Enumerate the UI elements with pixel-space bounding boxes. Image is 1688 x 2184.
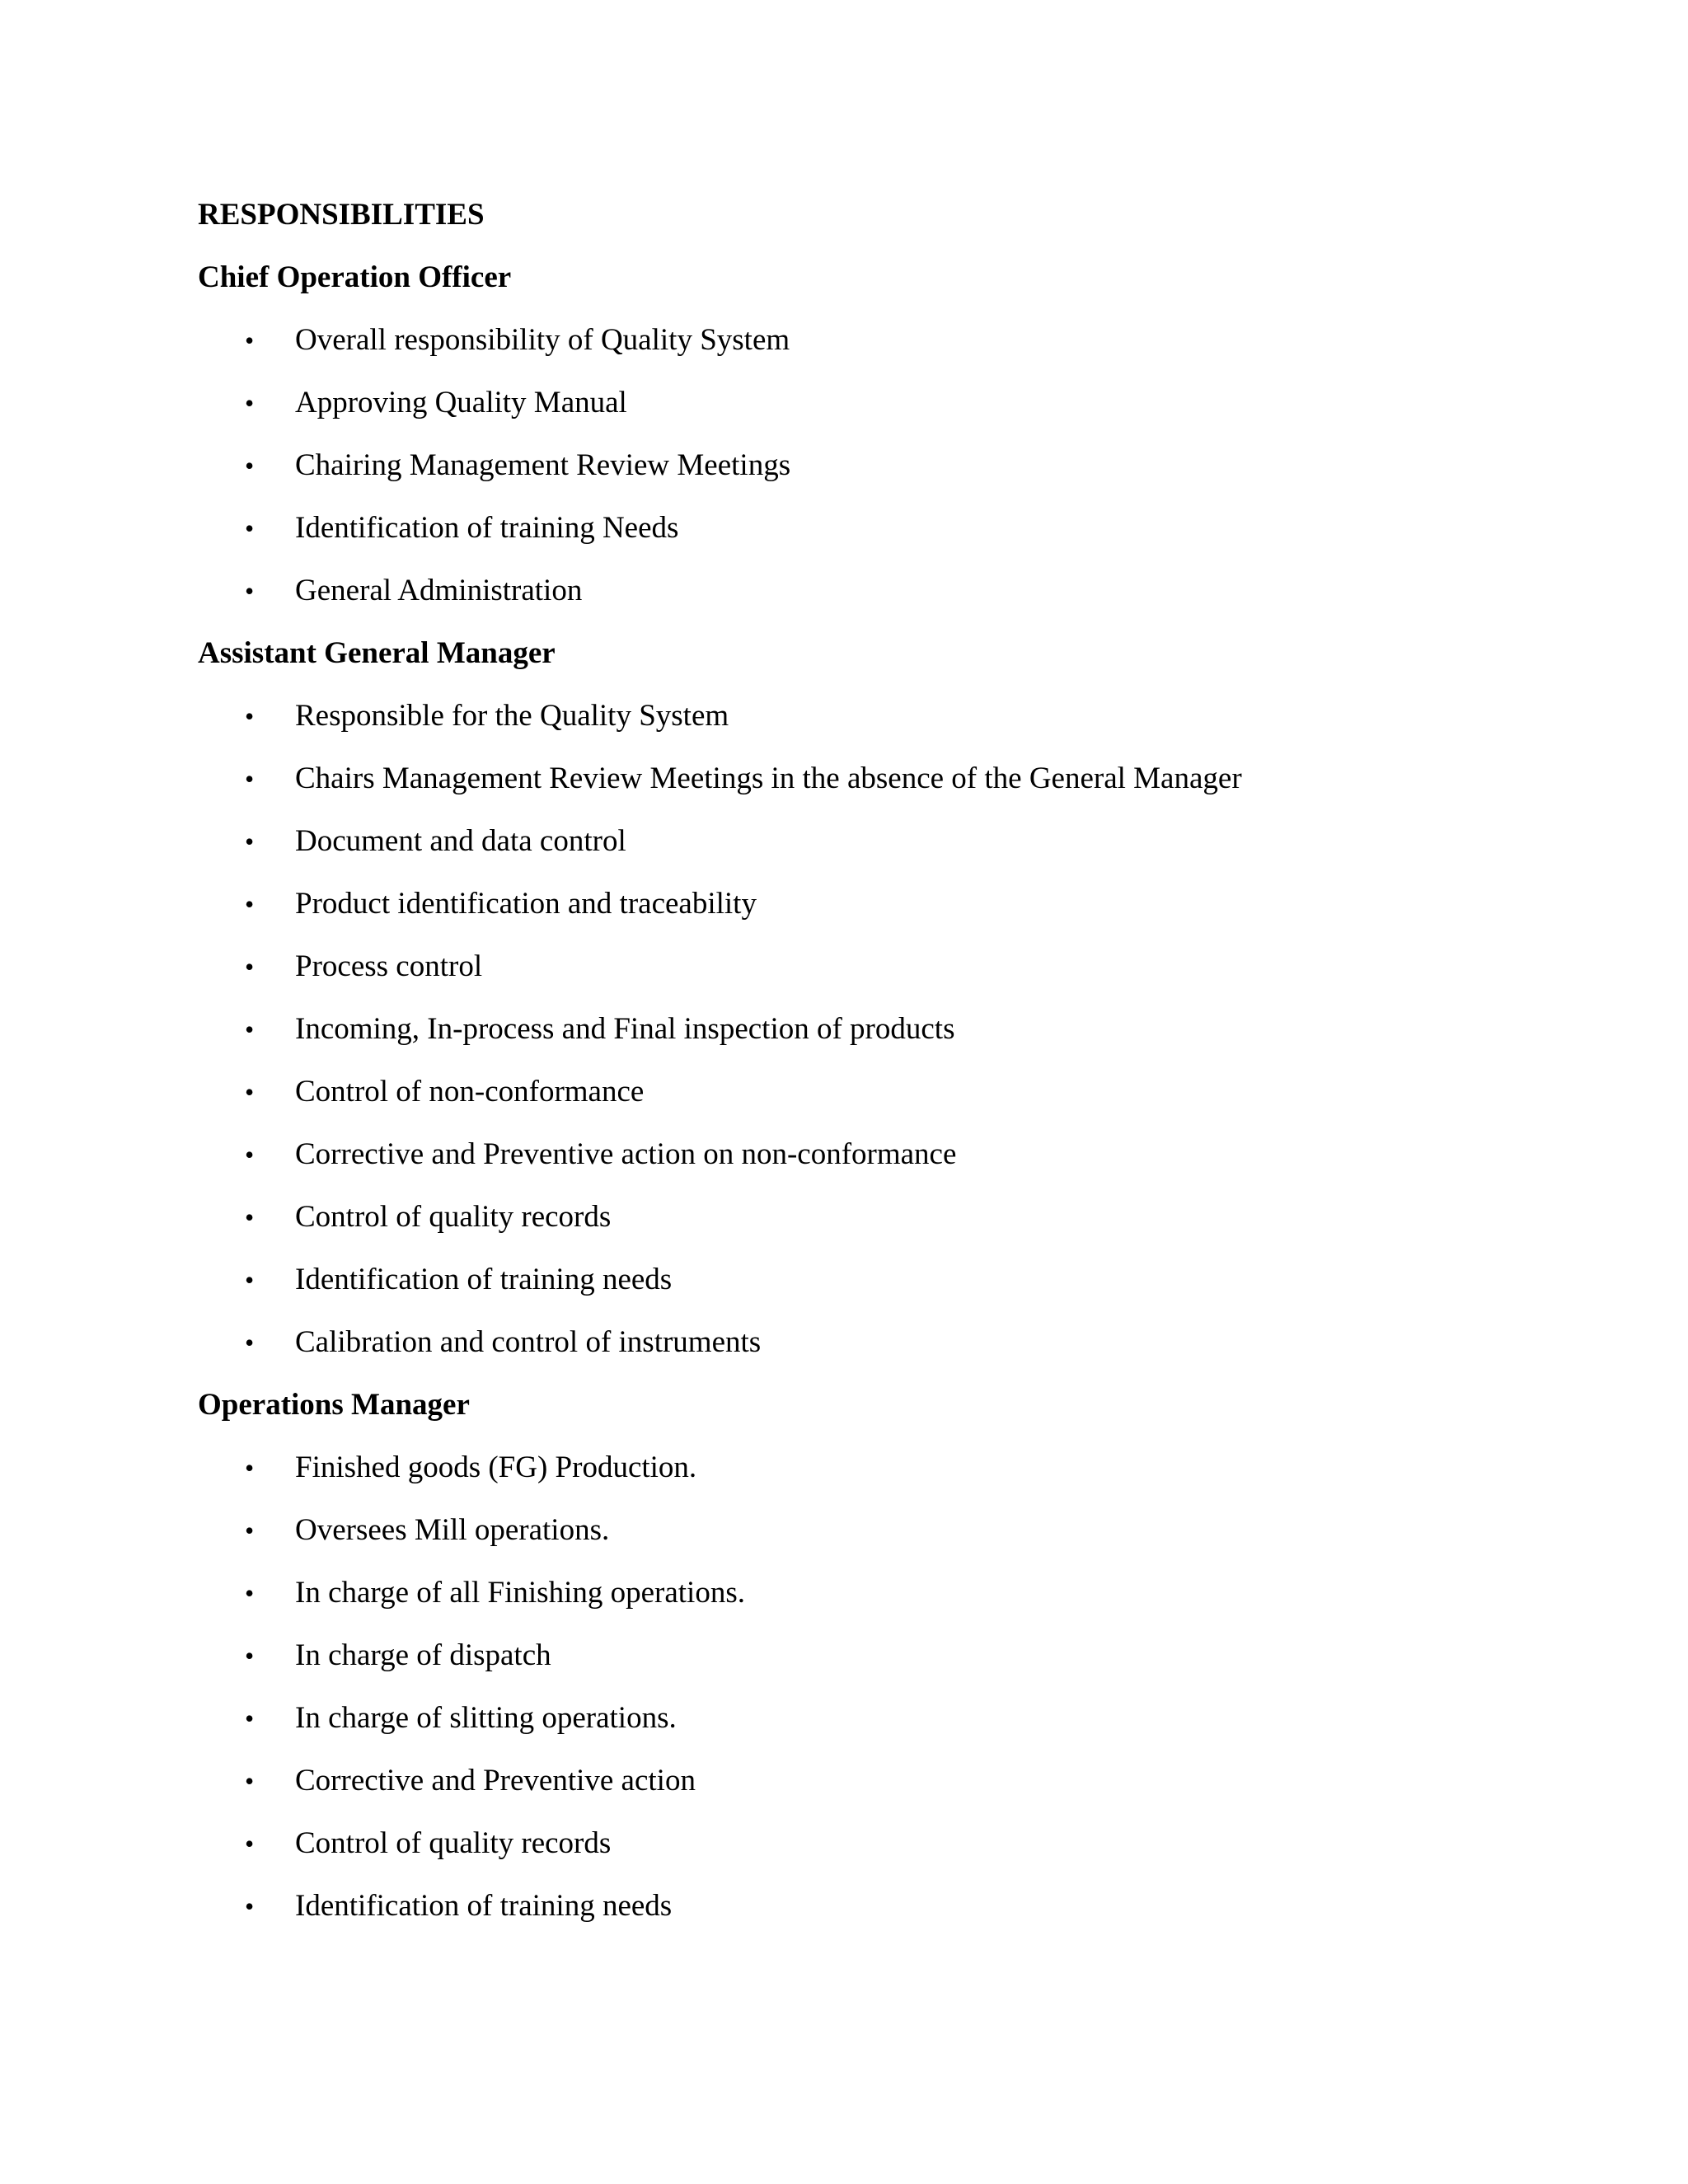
list-item	[198, 1256, 1599, 1304]
list-item	[198, 379, 1599, 427]
list-item	[198, 316, 1599, 364]
bullet-icon: •	[245, 513, 255, 543]
responsibility-list	[198, 316, 1599, 615]
list-item-text: Overall responsibility of Quality System	[295, 323, 790, 357]
bullet-icon: •	[245, 1704, 255, 1733]
list-item-text: Calibration and control of instruments	[295, 1325, 762, 1359]
bullet-icon: •	[245, 1265, 255, 1295]
list-item	[198, 1569, 1599, 1617]
list-item-text: Identification of training needs	[295, 1889, 673, 1923]
list-item-text: Corrective and Preventive action on non-conformance	[295, 1137, 957, 1171]
list-item-text: Document and data control	[295, 824, 626, 858]
list-item-text: Control of non-conformance	[295, 1075, 645, 1108]
list-item	[198, 1444, 1599, 1492]
bullet-icon: •	[245, 1641, 255, 1671]
list-item-text: In charge of dispatch	[295, 1638, 551, 1672]
list-item	[198, 692, 1599, 740]
list-item-text: Control of quality records	[295, 1826, 612, 1860]
list-item-text: Identification of training Needs	[295, 511, 679, 545]
list-item-text: In charge of all Finishing operations.	[295, 1576, 745, 1610]
bullet-icon: •	[245, 1202, 255, 1232]
list-item	[198, 567, 1599, 615]
list-item	[198, 1632, 1599, 1680]
bullet-icon: •	[245, 1077, 255, 1107]
list-item-text: Approving Quality Manual	[295, 386, 627, 419]
list-item	[198, 1193, 1599, 1241]
list-item	[198, 1882, 1599, 1930]
list-item	[198, 1694, 1599, 1742]
bullet-icon: •	[245, 1578, 255, 1608]
list-item-text: Finished goods (FG) Production.	[295, 1451, 697, 1484]
list-item-text: Process control	[295, 949, 483, 983]
bullet-icon: •	[245, 701, 255, 731]
bullet-icon: •	[245, 952, 255, 982]
bullet-icon: •	[245, 576, 255, 606]
bullet-icon: •	[245, 1516, 255, 1545]
bullet-icon: •	[245, 1015, 255, 1044]
list-item	[198, 442, 1599, 490]
list-item	[198, 1507, 1599, 1554]
list-item	[198, 755, 1599, 803]
list-item	[198, 504, 1599, 552]
section-assistant-general-manager	[198, 630, 1599, 1366]
list-item	[198, 1005, 1599, 1053]
list-item-text: Chairs Management Review Meetings in the absence of the General Manager	[295, 762, 1242, 795]
responsibility-list	[198, 692, 1599, 1366]
document-content	[198, 191, 1599, 1945]
list-item	[198, 1131, 1599, 1179]
section-operations-manager	[198, 1381, 1599, 1930]
list-item	[198, 1319, 1599, 1366]
list-item	[198, 1820, 1599, 1868]
list-item-text: Responsible for the Quality System	[295, 699, 729, 733]
page-title: RESPONSIBILITIES	[198, 198, 485, 232]
section-heading: Operations Manager	[198, 1388, 470, 1422]
list-item	[198, 1757, 1599, 1805]
list-item-text: Incoming, In-process and Final inspection of products	[295, 1012, 955, 1046]
section-heading: Assistant General Manager	[198, 636, 556, 670]
list-item	[198, 880, 1599, 928]
list-item-text: In charge of slitting operations.	[295, 1701, 677, 1735]
list-item-text: Chairing Management Review Meetings	[295, 448, 791, 482]
section-heading: Chief Operation Officer	[198, 260, 512, 294]
bullet-icon: •	[245, 326, 255, 355]
bullet-icon: •	[245, 764, 255, 794]
list-item	[198, 1068, 1599, 1116]
bullet-icon: •	[245, 827, 255, 856]
list-item-text: General Administration	[295, 574, 583, 607]
list-item-text: Control of quality records	[295, 1200, 612, 1234]
list-item-text: Corrective and Preventive action	[295, 1764, 696, 1797]
bullet-icon: •	[245, 1829, 255, 1858]
bullet-icon: •	[245, 1766, 255, 1796]
list-item-text: Identification of training needs	[295, 1263, 673, 1296]
bullet-icon: •	[245, 451, 255, 480]
bullet-icon: •	[245, 1140, 255, 1169]
bullet-icon: •	[245, 388, 255, 418]
list-item	[198, 818, 1599, 865]
list-item-text: Oversees Mill operations.	[295, 1513, 610, 1547]
responsibility-list	[198, 1444, 1599, 1930]
bullet-icon: •	[245, 1328, 255, 1357]
bullet-icon: •	[245, 889, 255, 919]
section-chief-operation-officer	[198, 254, 1599, 615]
list-item	[198, 943, 1599, 991]
list-item-text: Product identification and traceability	[295, 887, 757, 921]
bullet-icon: •	[245, 1891, 255, 1921]
bullet-icon: •	[245, 1453, 255, 1483]
